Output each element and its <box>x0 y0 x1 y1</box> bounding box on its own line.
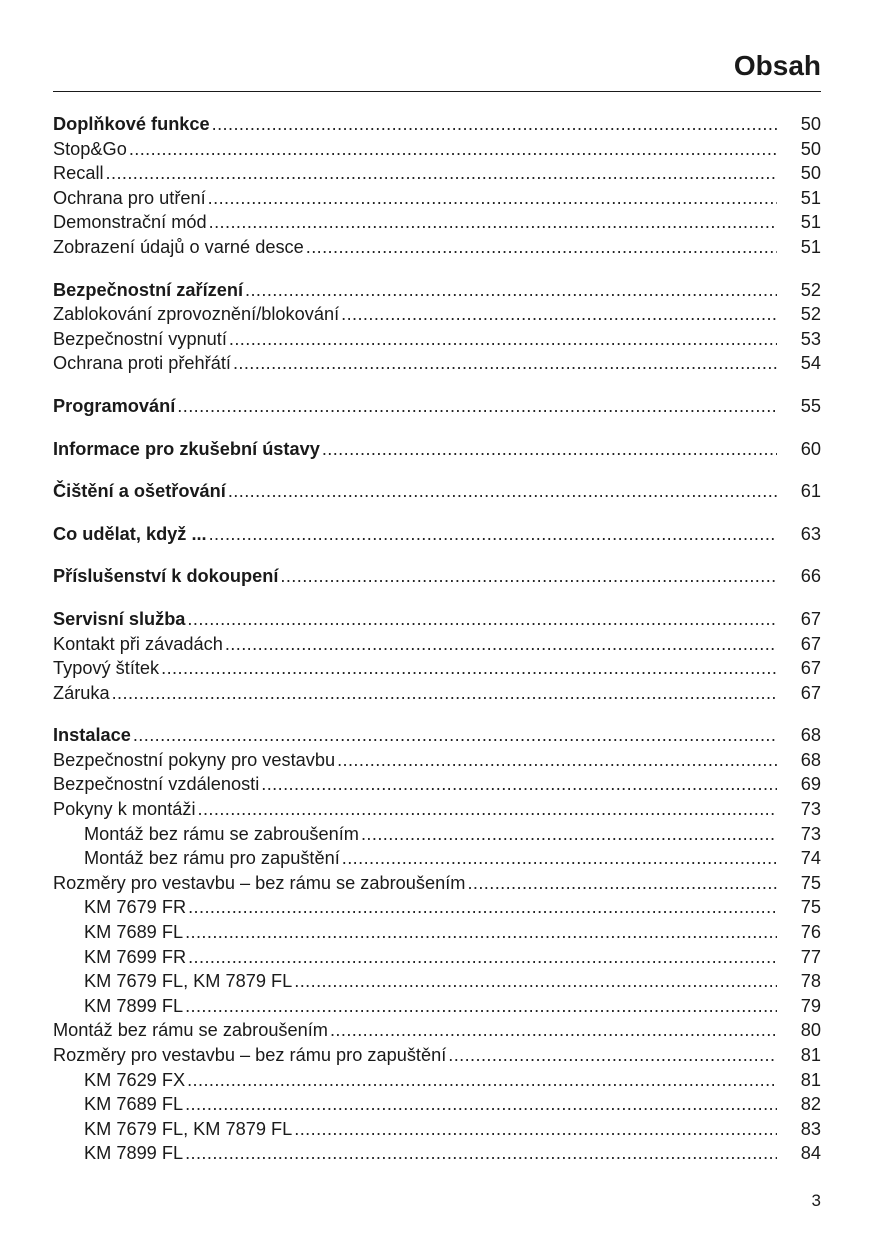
toc-entry[interactable] <box>53 634 821 659</box>
dot-leader <box>209 212 777 233</box>
dot-leader <box>188 947 777 968</box>
toc-entry-label: Servisní služba <box>53 608 186 629</box>
toc-entry[interactable] <box>53 353 821 378</box>
toc-entry-label: KM 7899 FL <box>84 995 184 1016</box>
toc-entry-page: 51 <box>800 236 821 257</box>
toc-entry-label: Ochrana pro utření <box>53 187 206 208</box>
toc-entry-label: KM 7899 FL <box>84 1143 184 1164</box>
toc-entry-page: 50 <box>800 114 821 134</box>
toc-section <box>53 280 821 378</box>
toc-entry-label: Co udělat, když ... <box>53 523 207 544</box>
dot-leader <box>188 897 777 918</box>
dot-leader <box>306 237 777 258</box>
toc-entry-page: 51 <box>800 212 821 233</box>
toc-subentry[interactable] <box>53 996 821 1021</box>
toc-entry-page: 63 <box>800 523 821 544</box>
toc-entry-label: Recall <box>53 163 104 184</box>
toc-entry-page: 60 <box>800 438 821 459</box>
toc-entry-page: 67 <box>800 682 821 703</box>
toc-section <box>53 609 821 707</box>
dot-leader <box>185 1143 777 1164</box>
dot-leader <box>209 524 777 545</box>
dot-leader <box>330 1020 777 1041</box>
toc-entry-label: KM 7629 FX <box>84 1069 186 1090</box>
toc-heading-entry[interactable] <box>53 396 821 421</box>
toc-entry[interactable] <box>53 188 821 213</box>
toc-entry-page: 74 <box>800 848 821 869</box>
toc-entry-page: 75 <box>800 872 821 893</box>
dot-leader <box>448 1045 777 1066</box>
toc-entry[interactable] <box>53 1045 821 1070</box>
toc-entry[interactable] <box>53 1020 821 1045</box>
dot-leader <box>212 114 777 135</box>
toc-entry-page: 61 <box>800 481 821 502</box>
toc-entry[interactable] <box>53 139 821 164</box>
toc-entry-label: Bezpečnostní vzdálenosti <box>53 774 260 795</box>
dot-leader <box>228 481 777 502</box>
toc-entry-page: 68 <box>800 725 821 746</box>
toc-entry[interactable] <box>53 304 821 329</box>
dot-leader <box>208 188 777 209</box>
toc-section <box>53 439 821 464</box>
toc-subentry[interactable] <box>53 1143 821 1168</box>
toc-entry-page: 81 <box>800 1069 821 1090</box>
dot-leader <box>187 1070 777 1091</box>
page-number: 3 <box>811 1191 821 1210</box>
toc-entry-label: KM 7679 FL, KM 7879 FL <box>84 1118 293 1139</box>
dot-leader <box>225 634 777 655</box>
toc-entry-page: 73 <box>800 799 821 820</box>
toc-entry-label: Montáž bez rámu se zabroušením <box>84 823 359 844</box>
dot-leader <box>342 848 777 869</box>
toc-entry-label: KM 7699 FR <box>84 946 187 967</box>
toc-entry-label: Příslušenství k dokoupení <box>53 566 279 587</box>
toc-entry-label: Zablokování zprovoznění/blokování <box>53 304 340 325</box>
toc-entry-label: Záruka <box>53 682 110 703</box>
toc-entry-page: 81 <box>800 1045 821 1065</box>
dot-leader <box>341 304 777 325</box>
toc-entry-page: 50 <box>800 163 821 184</box>
toc-heading-entry[interactable] <box>53 481 821 506</box>
toc-entry-label: KM 7679 FL, KM 7879 FL <box>84 971 293 992</box>
toc-entry-label: Montáž bez rámu pro zapuštění <box>84 848 340 869</box>
toc-heading-entry[interactable] <box>53 114 821 139</box>
toc-heading-entry[interactable] <box>53 524 821 549</box>
toc-entry-label: KM 7679 FR <box>84 897 187 918</box>
dot-leader <box>229 329 777 350</box>
toc-entry-page: 78 <box>800 971 821 992</box>
toc-entry-page: 50 <box>800 138 821 159</box>
toc-entry-label: Stop&Go <box>53 138 127 159</box>
toc-entry-page: 67 <box>800 608 821 629</box>
toc-heading-entry[interactable] <box>53 566 821 591</box>
toc-entry-page: 67 <box>800 633 821 654</box>
toc-entry-page: 69 <box>800 774 821 795</box>
toc-entry-page: 67 <box>800 658 821 679</box>
toc-entry-page: 75 <box>800 897 821 918</box>
toc-subentry[interactable] <box>53 971 821 996</box>
toc-subentry[interactable] <box>53 1094 821 1119</box>
toc-entry[interactable] <box>53 750 821 775</box>
toc-entry-label: Rozměry pro vestavbu – bez rámu pro zapuštění <box>53 1045 447 1065</box>
toc-entry-page: 66 <box>800 566 821 587</box>
dot-leader <box>185 922 777 943</box>
toc-section <box>53 481 821 506</box>
toc-entry-label: Bezpečnostní vypnutí <box>53 328 227 349</box>
page-title: Obsah <box>733 50 821 81</box>
toc-entry-label: Typový štítek <box>53 658 160 679</box>
dot-leader <box>161 658 777 679</box>
toc-entry-page: 79 <box>800 995 821 1016</box>
toc-entry[interactable] <box>53 799 821 824</box>
toc-subentry[interactable] <box>53 824 821 849</box>
toc-entry-label: Programování <box>53 395 176 416</box>
toc-entry-label: Pokyny k montáži <box>53 799 196 820</box>
toc-entry-label: KM 7689 FL <box>84 1094 184 1115</box>
toc-entry-label: Doplňkové funkce <box>53 114 210 134</box>
dot-leader <box>133 725 777 746</box>
toc-entry[interactable] <box>53 237 821 262</box>
toc-entry-page: 54 <box>800 353 821 374</box>
dot-leader <box>233 353 777 374</box>
title-divider <box>53 91 821 92</box>
toc-heading-entry[interactable] <box>53 609 821 634</box>
toc-entry[interactable] <box>53 683 821 708</box>
toc-entry-page: 76 <box>800 922 821 943</box>
toc-entry-page: 83 <box>800 1118 821 1139</box>
toc-heading-entry[interactable] <box>53 439 821 464</box>
toc-entry[interactable] <box>53 774 821 799</box>
toc-entry-page: 84 <box>800 1143 821 1164</box>
toc-entry[interactable] <box>53 873 821 898</box>
toc-entry-page: 82 <box>800 1094 821 1115</box>
dot-leader <box>185 996 777 1017</box>
toc-heading-entry[interactable] <box>53 280 821 305</box>
toc-subentry[interactable] <box>53 1119 821 1144</box>
toc-entry-label: Montáž bez rámu se zabroušením <box>53 1020 328 1041</box>
dot-leader <box>112 683 777 704</box>
toc-entry-page: 68 <box>800 749 821 770</box>
toc-entry[interactable] <box>53 658 821 683</box>
dot-leader <box>198 799 777 820</box>
dot-leader <box>294 1119 777 1140</box>
dot-leader <box>261 774 777 795</box>
toc-entry-page: 80 <box>800 1020 821 1041</box>
toc-entry-page: 53 <box>800 328 821 349</box>
toc-entry-page: 52 <box>800 279 821 300</box>
dot-leader <box>106 163 777 184</box>
toc-entry-page: 51 <box>800 187 821 208</box>
toc-entry[interactable] <box>53 329 821 354</box>
toc-section <box>53 396 821 421</box>
dot-leader <box>280 566 777 587</box>
dot-leader <box>129 139 777 160</box>
dot-leader <box>361 824 777 845</box>
toc-subentry[interactable] <box>53 947 821 972</box>
table-of-contents <box>53 114 821 1186</box>
toc-subentry[interactable] <box>53 848 821 873</box>
toc-entry-label: Bezpečnostní zařízení <box>53 279 244 300</box>
toc-entry-label: Demonstrační mód <box>53 212 207 233</box>
toc-section <box>53 524 821 549</box>
toc-entry-label: Kontakt při závadách <box>53 633 223 654</box>
toc-entry-page: 73 <box>800 823 821 844</box>
toc-entry[interactable] <box>53 163 821 188</box>
toc-entry-label: Informace pro zkušební ústavy <box>53 438 320 459</box>
toc-entry-page: 55 <box>800 395 821 416</box>
dot-leader <box>185 1094 777 1115</box>
dot-leader <box>337 750 777 771</box>
toc-entry-label: Bezpečnostní pokyny pro vestavbu <box>53 749 336 770</box>
dot-leader <box>294 971 777 992</box>
toc-entry-label: Zobrazení údajů o varné desce <box>53 236 304 257</box>
toc-entry[interactable] <box>53 212 821 237</box>
toc-subentry[interactable] <box>53 897 821 922</box>
dot-leader <box>245 280 777 301</box>
toc-entry-page: 77 <box>800 946 821 967</box>
toc-section <box>53 725 821 1168</box>
dot-leader <box>467 873 777 894</box>
dot-leader <box>177 396 777 417</box>
toc-entry-label: Ochrana proti přehřátí <box>53 353 231 374</box>
toc-section <box>53 566 821 591</box>
toc-entry-label: KM 7689 FL <box>84 922 184 943</box>
toc-entry-label: Rozměry pro vestavbu – bez rámu se zabroušením <box>53 872 466 893</box>
toc-entry-page: 52 <box>800 304 821 325</box>
dot-leader <box>322 439 777 460</box>
toc-entry-label: Instalace <box>53 725 131 746</box>
toc-section <box>53 114 821 262</box>
dot-leader <box>187 609 777 630</box>
toc-subentry[interactable] <box>53 1070 821 1095</box>
toc-heading-entry[interactable] <box>53 725 821 750</box>
toc-subentry[interactable] <box>53 922 821 947</box>
toc-entry-label: Čištění a ošetřování <box>53 481 226 502</box>
